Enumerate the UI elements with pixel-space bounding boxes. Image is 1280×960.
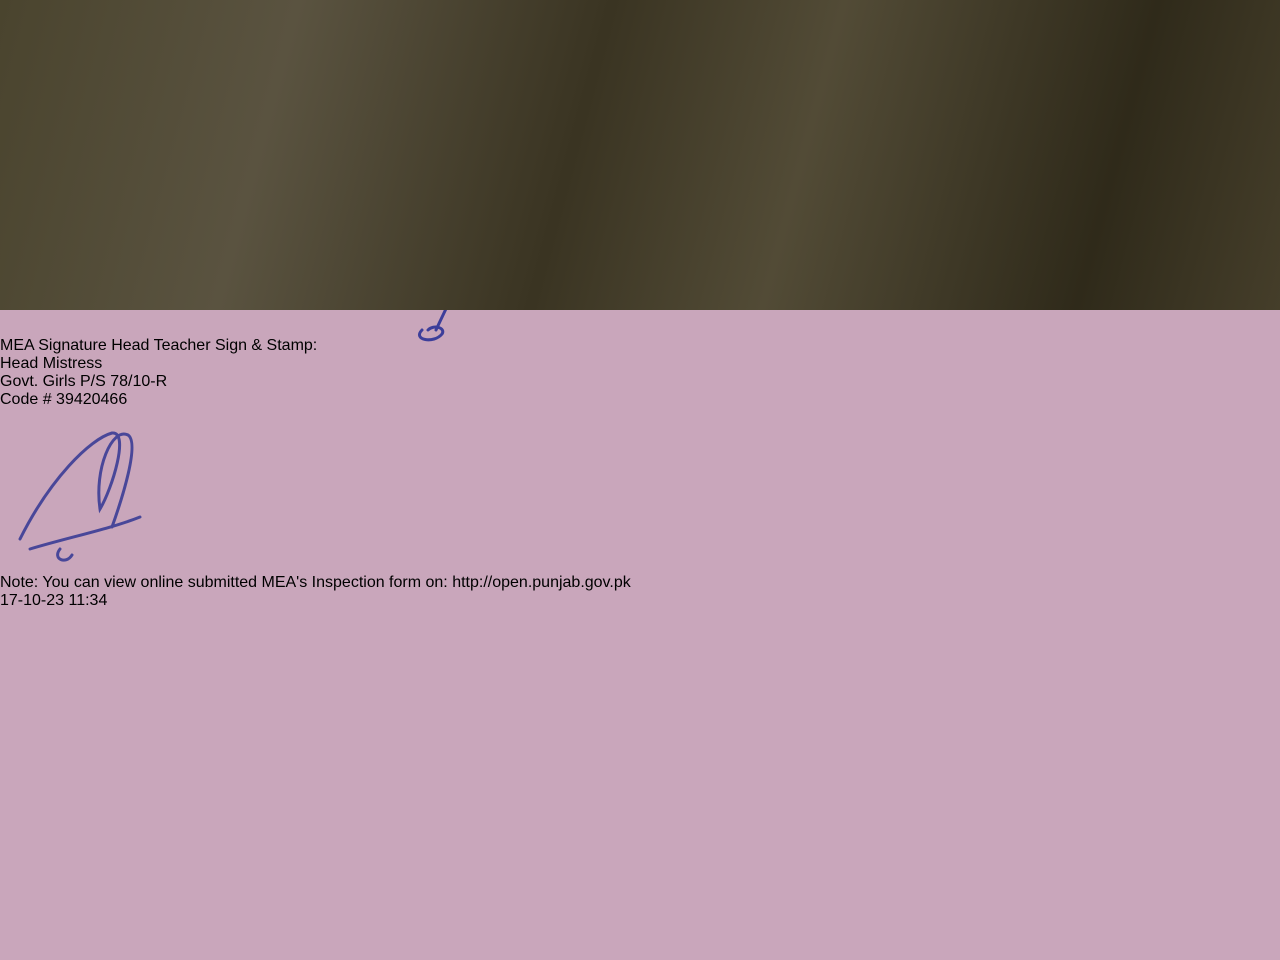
timestamp-time: 11:34 (68, 592, 108, 609)
head-teacher-signature-scribble (0, 409, 160, 569)
stamp-line-3: Code # 39420466 (0, 391, 128, 408)
stamp-text (0, 355, 1280, 409)
mea-signature-label: MEA Signature (0, 337, 107, 354)
mauve-plastic-background (830, 0, 1280, 320)
head-teacher-label: Head Teacher Sign & Stamp: (111, 337, 318, 354)
head-mistress-stamp (0, 355, 1280, 574)
note-text: Note: You can view online submitted MEA's Inspection form on: (0, 574, 448, 591)
stamp-line-1: Head Mistress (0, 355, 103, 372)
note-strip (0, 574, 1280, 592)
stamp-line-2: Govt. Girls P/S 78/10-R (0, 373, 168, 390)
note-url: http://open.punjab.gov.pk (452, 574, 631, 591)
timestamp-date: 17-10-23 (0, 592, 65, 609)
camera-timestamp (0, 592, 1280, 610)
